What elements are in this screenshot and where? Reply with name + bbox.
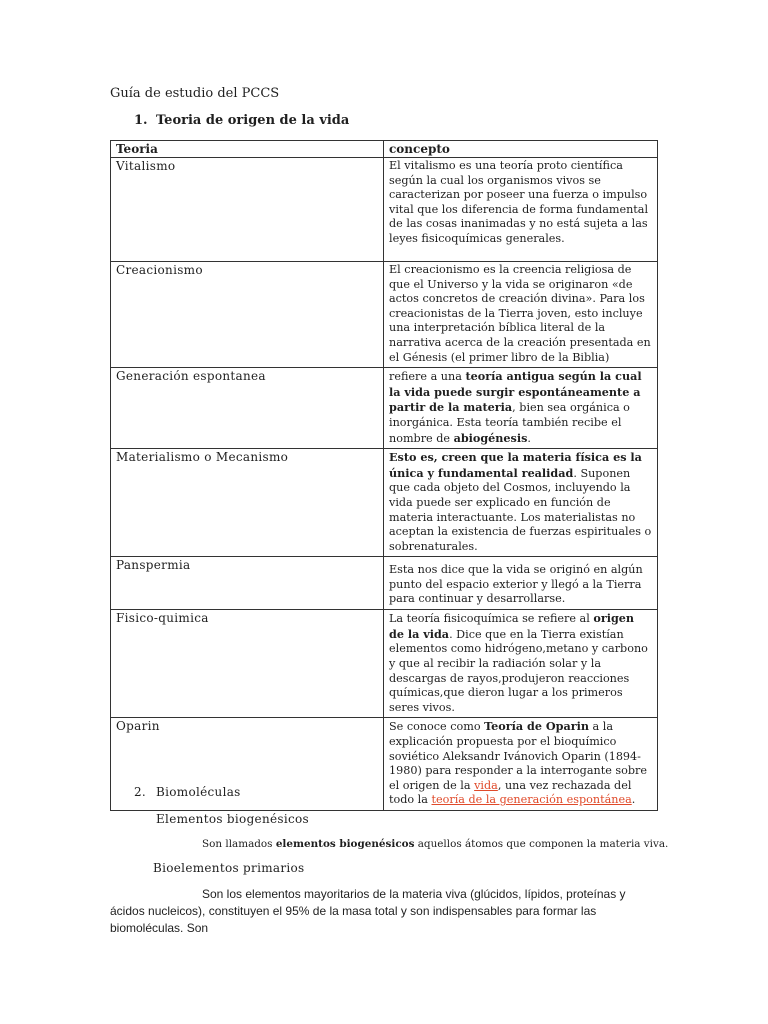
concept-text: El creacionismo es la creencia religiosa de que el Universo y la vida se originaron «de actos concretos de creación divina». Para los creacionistas de la Tierra joven, esto incluye una interpretación bíblica literal de la narrativa acerca de la creación presentada en el Génesis (el primer libro de la Biblia)	[389, 263, 651, 364]
section-2-title: Biomoléculas	[156, 785, 241, 799]
paragraph-text: aquellos átomos que componen la materia viva.	[414, 838, 669, 850]
row-name: Creacionismo	[111, 262, 384, 368]
table-row	[111, 449, 658, 557]
concept-text: .	[527, 431, 531, 445]
document-title: Guía de estudio del PCCS	[110, 86, 280, 101]
concept-bold: abiogénesis	[453, 430, 528, 445]
row-name: Vitalismo	[111, 158, 384, 262]
section-1-heading	[134, 113, 349, 128]
section-1-title: Teoria de origen de la vida	[156, 113, 350, 128]
table-row	[111, 368, 658, 449]
section-1-number: 1.	[134, 113, 148, 128]
row-concept	[384, 449, 658, 557]
concept-text: refiere a una	[389, 370, 466, 384]
generacion-espontanea-link[interactable]: teoría de la generación espontánea	[431, 793, 632, 807]
row-concept	[384, 158, 658, 262]
concept-bold: Teoría de Oparin	[484, 719, 589, 734]
concept-text: .	[631, 793, 636, 807]
row-concept	[384, 557, 658, 610]
subheading-bioelementos-primarios: Bioelementos primarios	[153, 861, 305, 875]
paragraph-bold: elementos biogenésicos	[275, 838, 415, 850]
concept-text: . Suponen que cada objeto del Cosmos, incluyendo la vida puede ser explicado en función de materia interactuante. Los materialistas no aceptan la existencia de fuerzas espirituales o sobrenaturales.	[389, 466, 652, 553]
concept-text: Se conoce como	[389, 720, 485, 734]
header-concepto: concepto	[384, 141, 658, 158]
row-concept	[384, 262, 658, 368]
paragraph-text: Son llamados	[202, 838, 276, 850]
theories-table	[110, 140, 658, 811]
row-name: Generación espontanea	[111, 368, 384, 449]
subheading-elementos-biogenesicos: Elementos biogenésicos	[156, 812, 309, 826]
paragraph-bioelementos: Son los elementos mayoritarios de la materia viva (glúcidos, lípidos, proteínas y ácidos nucleicos), constituyen el 95% de la masa total y son indispensables para formar las biomoléculas. Son	[110, 887, 626, 935]
row-name: Fisico-quimica	[111, 610, 384, 718]
concept-text: El vitalismo es una teoría proto científica según la cual los organismos vivos se caracterizan por poseer una fuerza o impulso vital que los diferencia de forma fundamental de las cosas inanimadas y no está sujeta a las leyes fisicoquímicas generales.	[389, 159, 649, 245]
row-concept	[384, 368, 658, 449]
table-row	[111, 158, 658, 262]
section-2-heading	[134, 785, 241, 799]
section-2-number: 2.	[134, 785, 147, 799]
table-header-row	[111, 141, 658, 158]
concept-bold: origen de la vida	[389, 611, 635, 641]
concept-text: Esta nos dice que la vida se originó en algún punto del espacio exterior y llegó a la Tierra para continuar y desarrollarse.	[389, 563, 643, 606]
row-concept	[384, 610, 658, 718]
row-name: Materialismo o Mecanismo	[111, 449, 384, 557]
concept-text: a la explicación propuesta por el bioquímico soviético Aleksandr Ivánovich Oparin (1894-1980) para responder a la interrogante sobre el origen de la	[389, 720, 647, 792]
row-name: Panspermia	[111, 557, 384, 610]
row-concept	[384, 718, 658, 811]
concept-text: , bien sea orgánica o inorgánica. Esta teoría también recibe el nombre de	[389, 401, 630, 445]
table-row	[111, 610, 658, 718]
concept-text: , una vez rechazada del todo la	[389, 778, 632, 807]
row-name: Oparin	[111, 718, 384, 811]
paragraph-biogenesicos	[202, 838, 668, 850]
vida-link[interactable]: vida	[474, 778, 498, 792]
table-row	[111, 262, 658, 368]
concept-text: . Dice que en la Tierra existían elementos como hidrógeno,metano y carbono y que al recibir la radiación solar y la descargas de rayos,produjeron reacciones químicas,que dieron lugar a los primeros seres vivos.	[389, 627, 648, 714]
concept-text: La teoría fisicoquímica se refiere al	[389, 612, 594, 626]
concept-bold: Esto es, creen que la materia física es la única y fundamental realidad	[389, 450, 642, 480]
concept-bold: teoría antigua según la cual la vida puede surgir espontáneamente a partir de la materia	[389, 369, 642, 415]
table-row	[111, 557, 658, 610]
header-teoria: Teoria	[111, 141, 384, 158]
